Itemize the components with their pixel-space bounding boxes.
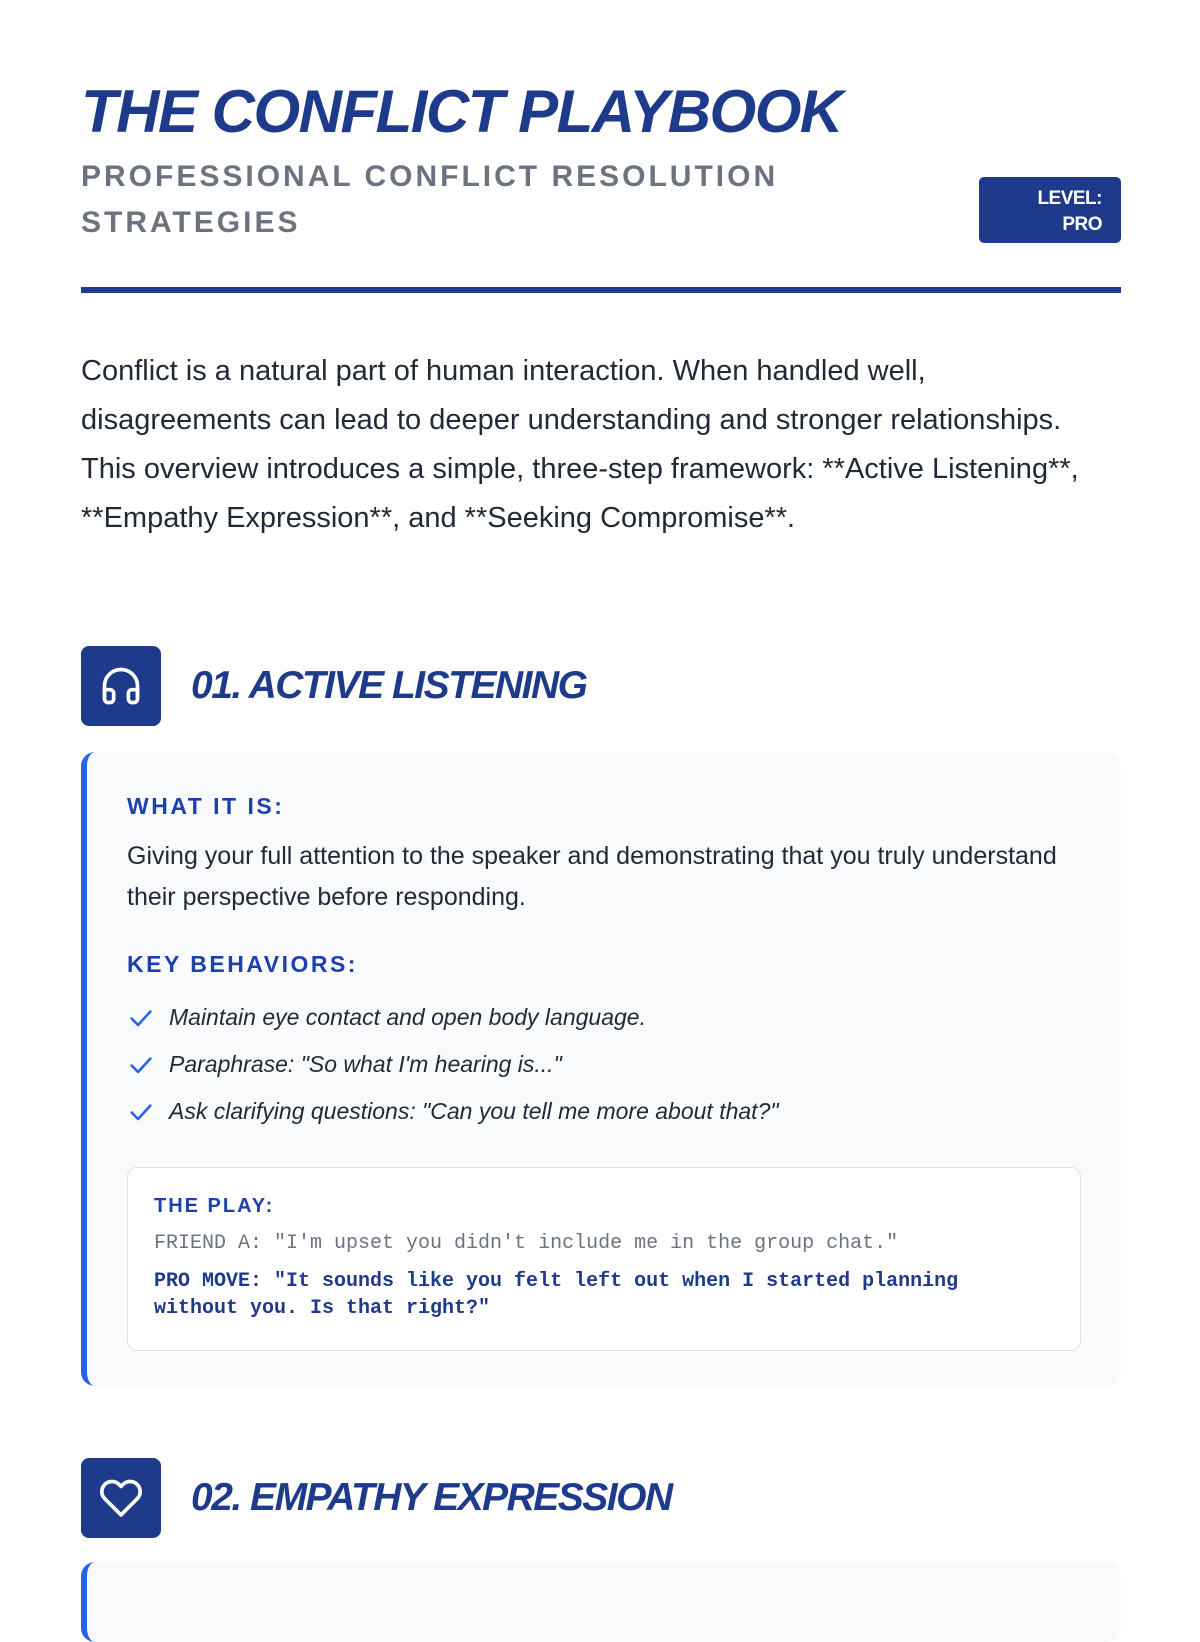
page-header (81, 78, 1121, 266)
list-item (127, 1088, 1081, 1135)
what-it-is-label: WHAT IT IS: (127, 793, 285, 819)
section-header-active-listening (81, 646, 1121, 726)
section-card-empathy-expression (81, 1562, 1121, 1642)
page-subtitle: PROFESSIONAL CONFLICT RESOLUTION STRATEGIES (81, 160, 779, 239)
pro-move-line: PRO MOVE: "It sounds like you felt left out when I started planning without you. Is that right?" (154, 1270, 959, 1320)
friend-line: FRIEND A: "I'm upset you didn't include me in the group chat." (154, 1232, 899, 1255)
list-item (127, 994, 1081, 1041)
section-header-empathy-expression (81, 1458, 1121, 1538)
page-title: THE CONFLICT PLAYBOOK (81, 78, 842, 145)
behavior-text: Ask clarifying questions: "Can you tell me more about that?" (169, 1098, 779, 1124)
header-divider (81, 287, 1121, 293)
behavior-text: Paraphrase: "So what I'm hearing is..." (169, 1051, 562, 1077)
level-badge (979, 177, 1121, 243)
check-icon (127, 1098, 155, 1126)
level-badge-value: PRO (1062, 214, 1102, 235)
the-play-label: THE PLAY: (154, 1195, 275, 1217)
key-behaviors (127, 948, 1081, 1135)
section-card-active-listening (81, 752, 1121, 1386)
heart-icon (81, 1458, 161, 1538)
subtitle-row (81, 154, 1121, 266)
check-icon (127, 1004, 155, 1032)
behavior-list (127, 994, 1081, 1135)
level-badge-label: LEVEL: (1037, 188, 1102, 209)
the-play-box (127, 1167, 1081, 1351)
what-it-is-text: Giving your full attention to the speaker and demonstrating that you truly understand their perspective before responding. (127, 842, 1057, 911)
headphones-icon (81, 646, 161, 726)
list-item (127, 1041, 1081, 1088)
intro-paragraph: Conflict is a natural part of human interaction. When handled well, disagreements can lead to deeper understanding and stronger relationships. This overview introduces a simple, three-step framework: **Active Listening**, **Empathy Expression**, and **Seeking Compromise**. (81, 355, 1079, 534)
section-title: 01. ACTIVE LISTENING (191, 664, 587, 707)
section-title: 02. EMPATHY EXPRESSION (191, 1476, 672, 1519)
key-behaviors-label: KEY BEHAVIORS: (127, 951, 358, 977)
behavior-text: Maintain eye contact and open body language. (169, 1004, 646, 1030)
check-icon (127, 1051, 155, 1079)
